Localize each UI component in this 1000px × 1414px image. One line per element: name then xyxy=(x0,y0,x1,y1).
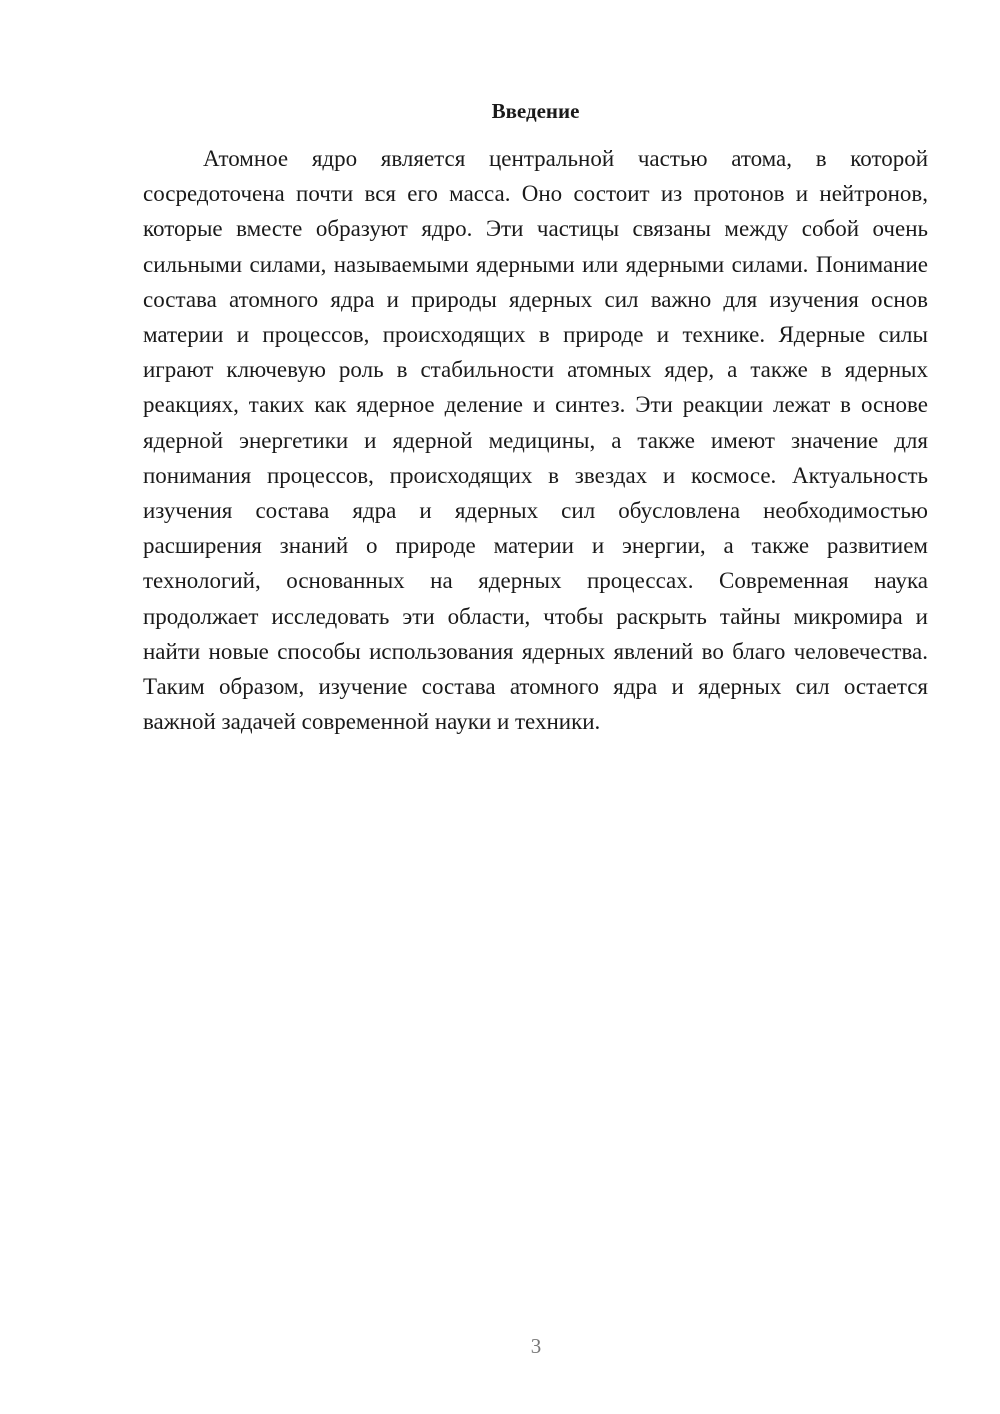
body-paragraph: Атомное ядро является центральной частью атома, в которой сосредоточена почти вся его масса. Оно состоит из протонов и нейтронов, которые вместе образуют ядро. Эти частицы связаны между собой очень сильными силами, называемыми ядерными или ядерными силами. Понимание состава атомного ядра и природы ядерных сил важно для изучения основ материи и процессов, происходящих в природе и технике. Ядерные силы играют ключевую роль в стабильности атомных ядер, а также в ядерных реакциях, таких как ядерное деление и синтез. Эти реакции лежат в основе ядерной энергетики и ядерной медицины, а также имеют значение для понимания процессов, происходящих в звездах и космосе. Актуальность изучения состава ядра и ядерных сил обусловлена необходимостью расширения знаний о природе материи и энергии, а также развитием технологий, основанных на ядерных процессах. Современная наука продолжает исследовать эти области, чтобы раскрыть тайны микромира и найти новые способы использования ядерных явлений во благо человечества. Таким образом, изучение состава атомного ядра и ядерных сил остается важной задачей современной науки и техники. xyxy=(143,146,928,735)
page-number: 3 xyxy=(530,1334,542,1358)
page-title: Введение xyxy=(491,99,580,123)
